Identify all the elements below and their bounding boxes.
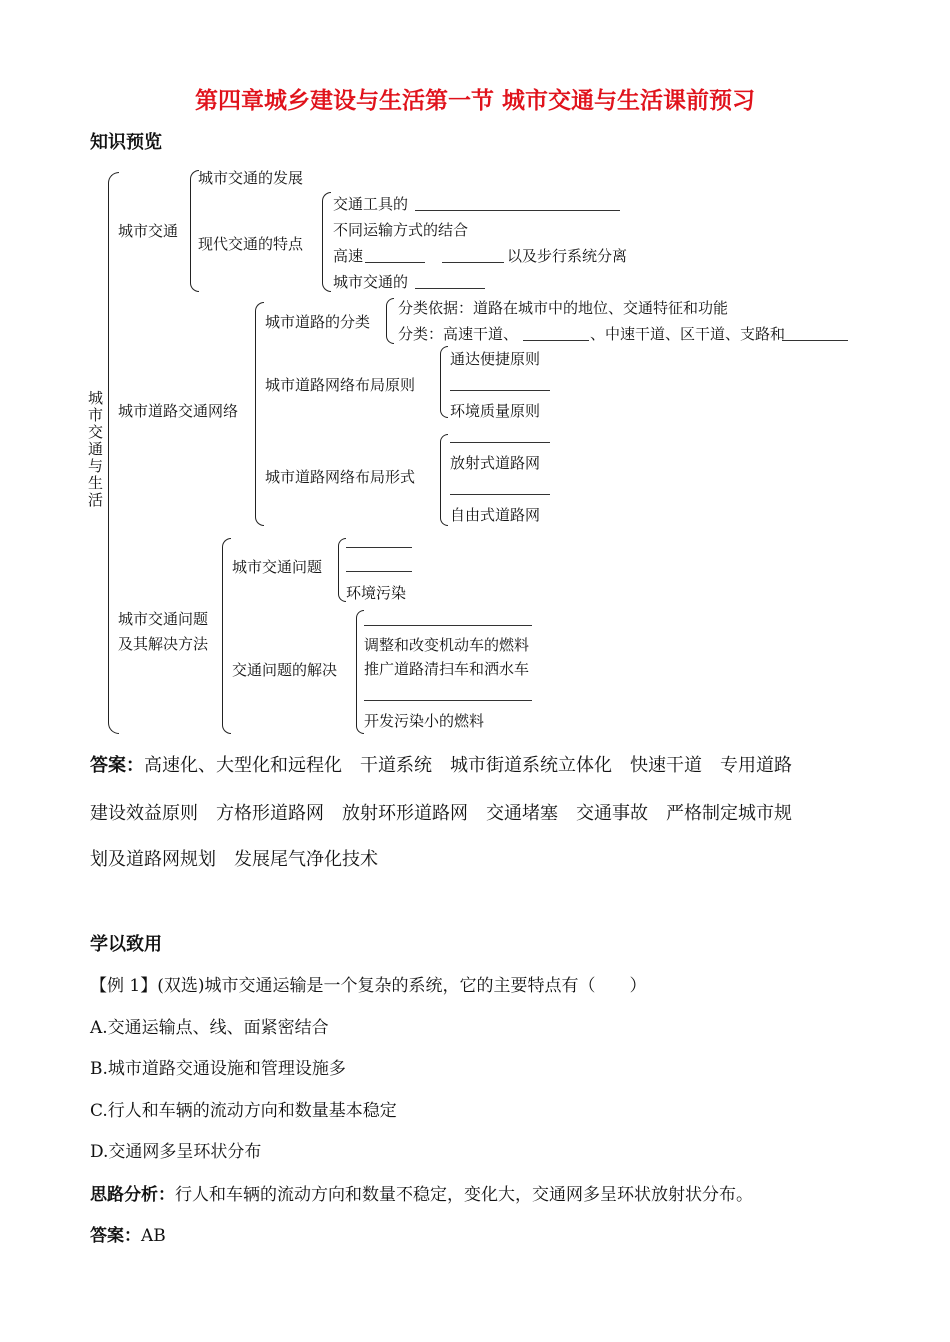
answer-item: 严格制定城市规: [666, 803, 792, 824]
answer-label: 答案：: [90, 755, 144, 776]
answer-line-1: [90, 744, 810, 788]
map-node-class: 城市道路的分类: [265, 313, 371, 331]
map-node-principle: 城市道路网络布局原则: [265, 376, 416, 394]
form-brace: [440, 434, 448, 526]
example-answer: [90, 1221, 166, 1246]
map-node-form: 城市道路网络布局形式: [265, 468, 416, 486]
branch1-brace: [190, 170, 199, 292]
option-a: A.交通运输点、线、面紧密结合: [90, 1018, 329, 1038]
branch3-brace: [222, 538, 231, 734]
map-solution-2: 调整和改变机动车的燃料: [364, 636, 530, 654]
map-root: 城市交通与生活: [88, 389, 104, 509]
map-problem-2: 环境污染: [346, 584, 407, 602]
map-principle-1: 通达便捷原则: [450, 350, 541, 368]
blank-line: [365, 262, 425, 263]
map-node-dev: 城市交通的发展: [198, 169, 304, 187]
class-brace: [386, 298, 394, 344]
analysis-label: 思路分析：: [90, 1185, 175, 1205]
modern-brace: [322, 192, 331, 292]
map-principle-3: 环境质量原则: [450, 402, 541, 420]
answer-line-2: [90, 792, 810, 836]
answer-item: 放射环形道路网: [342, 803, 468, 824]
question-stem: 【例 1】(双选)城市交通运输是一个复杂的系统，它的主要特点有（ ）: [90, 976, 647, 996]
blank-line: [782, 340, 848, 341]
answer-item: 城市街道系统立体化: [450, 755, 612, 776]
example-answer-text: AB: [141, 1226, 166, 1246]
section-heading-practice: 学以致用: [90, 934, 162, 955]
map-modern-3a: 高速: [333, 247, 364, 265]
option-d: D.交通网多呈环状分布: [90, 1142, 262, 1162]
map-modern-4: 城市交通的: [333, 273, 409, 291]
blank-line: [346, 547, 412, 548]
blank-line: [442, 262, 504, 263]
map-node-solution: 交通问题的解决: [232, 661, 338, 679]
map-form-2: 放射式道路网: [450, 454, 541, 472]
branch2-brace: [255, 302, 264, 526]
map-node-modern: 现代交通的特点: [198, 235, 304, 253]
page-title: 第四章城乡建设与生活第一节 城市交通与生活课前预习: [194, 88, 755, 114]
map-branch-traffic: 城市交通: [118, 222, 179, 240]
answer-item: 划及道路网规划: [90, 849, 216, 870]
analysis-text: 行人和车辆的流动方向和数量不稳定，变化大，交通网多呈环状放射状分布。: [175, 1185, 753, 1205]
map-class-2a: 分类：高速干道、: [398, 325, 519, 343]
option-b: B.城市道路交通设施和管理设施多: [90, 1059, 346, 1079]
blank-line: [346, 571, 412, 572]
map-class-2b: 、中速干道、区干道、支路和: [590, 325, 786, 343]
map-branch-network: 城市道路交通网络: [118, 402, 239, 420]
answer-item: 干道系统: [360, 755, 432, 776]
analysis: [90, 1180, 753, 1205]
map-branch-problem-1: 城市交通问题: [118, 610, 209, 628]
map-branch-problem-2: 及其解决方法: [118, 635, 209, 653]
map-solution-3: 推广道路清扫车和洒水车: [364, 660, 530, 678]
blank-line: [364, 625, 532, 626]
option-c: C.行人和车辆的流动方向和数量基本稳定: [90, 1101, 397, 1121]
blank-line: [415, 288, 485, 289]
answer-item: 交通事故: [576, 803, 648, 824]
map-modern-3b: 以及步行系统分离: [507, 247, 628, 265]
problem-brace: [338, 538, 346, 602]
map-modern-2: 不同运输方式的结合: [333, 221, 469, 239]
solution-brace: [356, 610, 364, 734]
answer-item: 专用道路: [720, 755, 792, 776]
blank-line: [450, 390, 550, 391]
answer-line-3: [90, 838, 396, 882]
answer-item: 高速化、大型化和远程化: [144, 755, 342, 776]
map-form-4: 自由式道路网: [450, 506, 541, 524]
answer-item: 方格形道路网: [216, 803, 324, 824]
blank-line: [450, 442, 550, 443]
answer-item: 快速干道: [630, 755, 702, 776]
blank-line: [364, 700, 532, 701]
map-class-1: 分类依据：道路在城市中的地位、交通特征和功能: [398, 299, 729, 317]
principle-brace: [440, 346, 448, 418]
answer-item: 发展尾气净化技术: [234, 849, 378, 870]
map-node-problem: 城市交通问题: [232, 558, 323, 576]
map-solution-5: 开发污染小的燃料: [364, 712, 485, 730]
answer-item: 交通堵塞: [486, 803, 558, 824]
blank-line: [523, 340, 589, 341]
answer-item: 建设效益原则: [90, 803, 198, 824]
example-answer-label: 答案：: [90, 1226, 141, 1246]
blank-line: [450, 494, 550, 495]
section-heading-preview: 知识预览: [90, 132, 162, 153]
blank-line: [415, 210, 620, 211]
map-modern-1: 交通工具的: [333, 195, 409, 213]
